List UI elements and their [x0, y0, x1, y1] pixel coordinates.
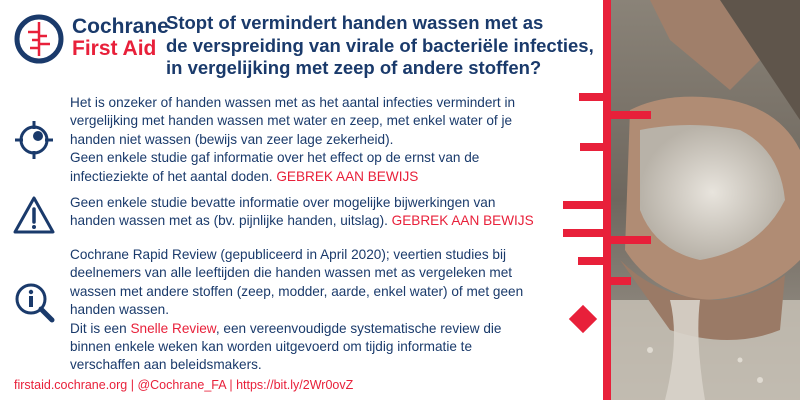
section3-line-2: deelnemers van alle leeftijden die handen wassen met as vergeleken met [70, 265, 513, 281]
section3-line-6: binnen enkele weken kan worden uitgevoerd om tijdig informatie te [70, 339, 473, 355]
red-tick-1 [579, 93, 603, 101]
section3-line-4: handen wassen. [70, 302, 170, 318]
section3-line-5-pre: Dit is een [70, 320, 127, 336]
section1-line-5-text: infectieziekte of het aantal doden. [70, 168, 273, 184]
section2-evidence-tag: GEBREK AAN BEWIJS [391, 213, 534, 229]
hands-ash-photo [610, 0, 800, 400]
section2-line-2 [70, 212, 565, 230]
logo-line-2: First Aid [72, 37, 157, 60]
section1-line-3: handen niet wassen (bewijs van zeer lage zekerheid). [70, 131, 394, 147]
red-tick-2 [611, 111, 651, 119]
info-magnifier-icon [12, 280, 56, 324]
red-tick-8 [611, 277, 631, 285]
section1-line-2: vergelijking met handen wassen met water en zeep, met enkel water of je [70, 113, 513, 129]
logo-text [72, 16, 169, 60]
red-tick-3 [580, 143, 603, 151]
footer-links[interactable]: firstaid.cochrane.org | @Cochrane_FA | https://bit.ly/2Wr0ovZ [14, 378, 354, 392]
section2-line-1: Geen enkele studie bevatte informatie over mogelijke bijwerkingen van [70, 195, 496, 210]
section3-line-7: verschaffen aan beleidsmakers. [70, 357, 262, 373]
section1-line-1: Het is onzeker of handen wassen met as het aantal infecties vermindert in [70, 95, 516, 110]
section3-line-5-post: , een vereenvoudigde systematische review die [215, 320, 502, 336]
logo-line-1: Cochrane [72, 15, 169, 38]
section2-line-2-text: handen wassen met as (bv. pijnlijke handen, uitslag). [70, 213, 388, 229]
red-tick-5 [563, 229, 603, 237]
rapid-review-link[interactable]: Snelle Review [130, 320, 216, 336]
red-tick-7 [578, 257, 603, 265]
section3-line-3: wassen met andere stoffen (zeep, modder, aarde, enkel water) of met geen [70, 283, 524, 299]
cochrane-logo [14, 12, 184, 72]
section1-line-4: Geen enkele studie gaf informatie over het effect op de ernst van de [70, 150, 480, 166]
warning-triangle-icon [12, 194, 56, 238]
section-review-info [70, 246, 565, 375]
title-line-3: in vergelijking met zeep of andere stoffen? [166, 57, 542, 78]
section-uncertain-effect [70, 94, 565, 186]
section1-evidence-tag: GEBREK AAN BEWIJS [276, 168, 419, 184]
page-title [166, 12, 594, 80]
red-tick-6 [611, 236, 651, 244]
title-line-1: Stopt of vermindert handen wassen met as [166, 12, 544, 33]
section3-line-5 [70, 320, 565, 338]
red-diamond [569, 305, 597, 333]
red-vertical-bar [603, 0, 611, 400]
section-side-effects [70, 194, 565, 231]
section1-line-5 [70, 168, 565, 186]
cochrane-logo-icon [14, 14, 64, 64]
magnifier-crosshair-icon [12, 118, 56, 162]
red-tick-4 [563, 201, 603, 209]
section3-line-1: Cochrane Rapid Review (gepubliceerd in April 2020); veertien studies bij [70, 247, 506, 262]
title-line-2: de verspreiding van virale of bacteriële infecties, [166, 34, 594, 56]
